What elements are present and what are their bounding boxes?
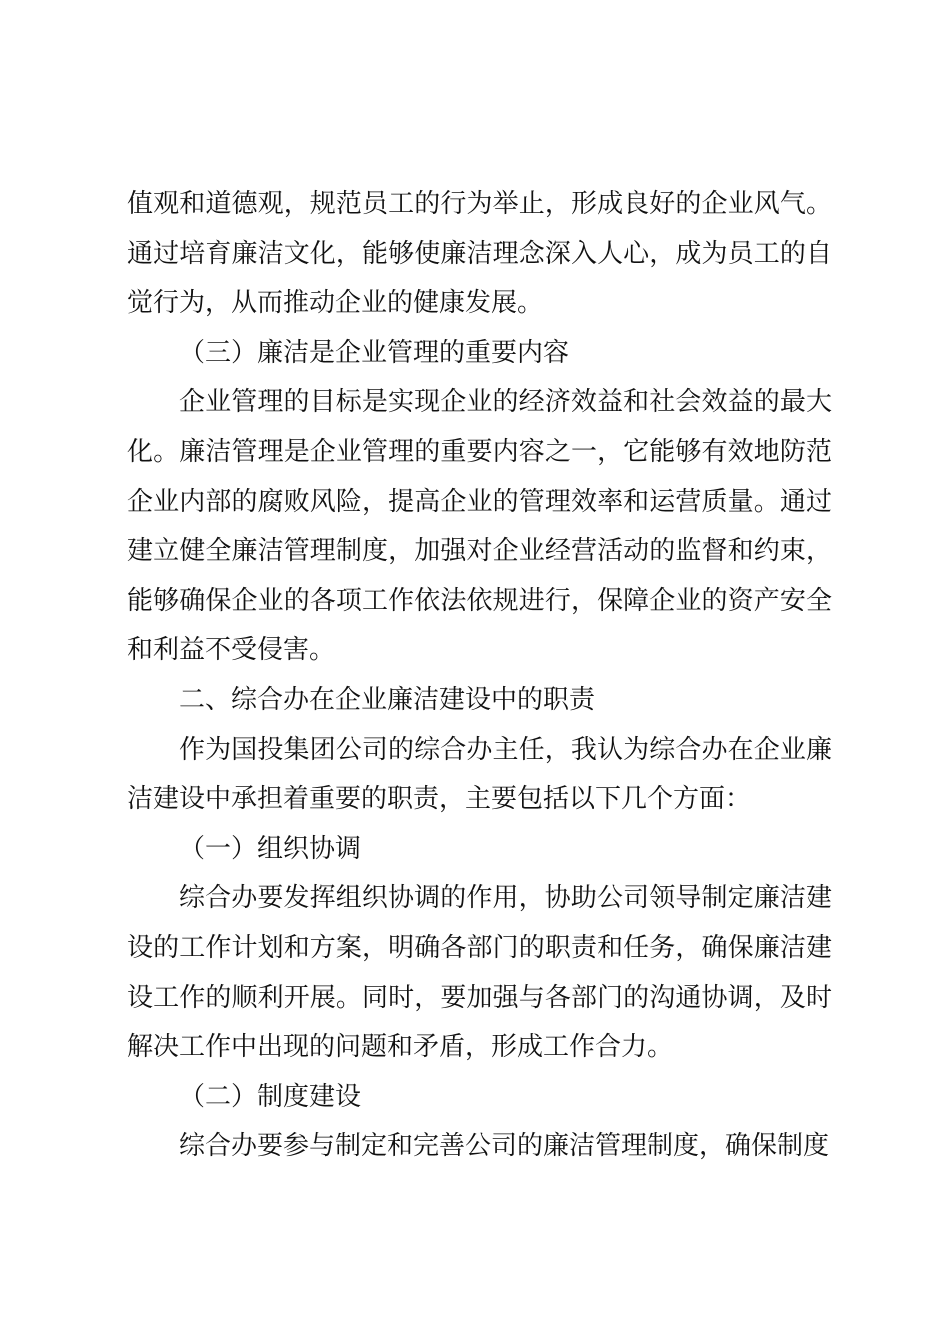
section-heading-1: （一）组织协调 bbox=[179, 833, 362, 864]
paragraph: 综合办要发挥组织协调的作用，协助公司领导制定廉洁建设的工作计划和方案，明确各部门的职责和任务，确保廉洁建设工作的顺利开展。同时，要加强与各部门的沟通协调，及时解决工作中出现的问题和矛盾，形成工作合力。 bbox=[127, 883, 832, 1063]
section-heading-3: （三）廉洁是企业管理的重要内容 bbox=[179, 337, 570, 368]
paragraph-continuation: 值观和道德观，规范员工的行为举止，形成良好的企业风气。通过培育廉洁文化，能够使廉洁理念深入人心，成为员工的自觉行为，从而推动企业的健康发展。 bbox=[127, 189, 832, 319]
chapter-heading-2: 二、综合办在企业廉洁建设中的职责 bbox=[179, 684, 596, 715]
section-heading-2: （二）制度建设 bbox=[179, 1081, 362, 1112]
paragraph: 综合办要参与制定和完善公司的廉洁管理制度，确保制度 bbox=[179, 1131, 830, 1162]
paragraph: 作为国投集团公司的综合办主任，我认为综合办在企业廉洁建设中承担着重要的职责，主要包括以下几个方面： bbox=[127, 734, 832, 815]
document-body bbox=[127, 180, 832, 1172]
paragraph: 企业管理的目标是实现企业的经济效益和社会效益的最大化。廉洁管理是企业管理的重要内容之一，它能够有效地防范企业内部的腐败风险，提高企业的管理效率和运营质量。通过建立健全廉洁管理制度，加强对企业经营活动的监督和约束，能够确保企业的各项工作依法依规进行，保障企业的资产安全和利益不受侵害。 bbox=[127, 387, 832, 666]
